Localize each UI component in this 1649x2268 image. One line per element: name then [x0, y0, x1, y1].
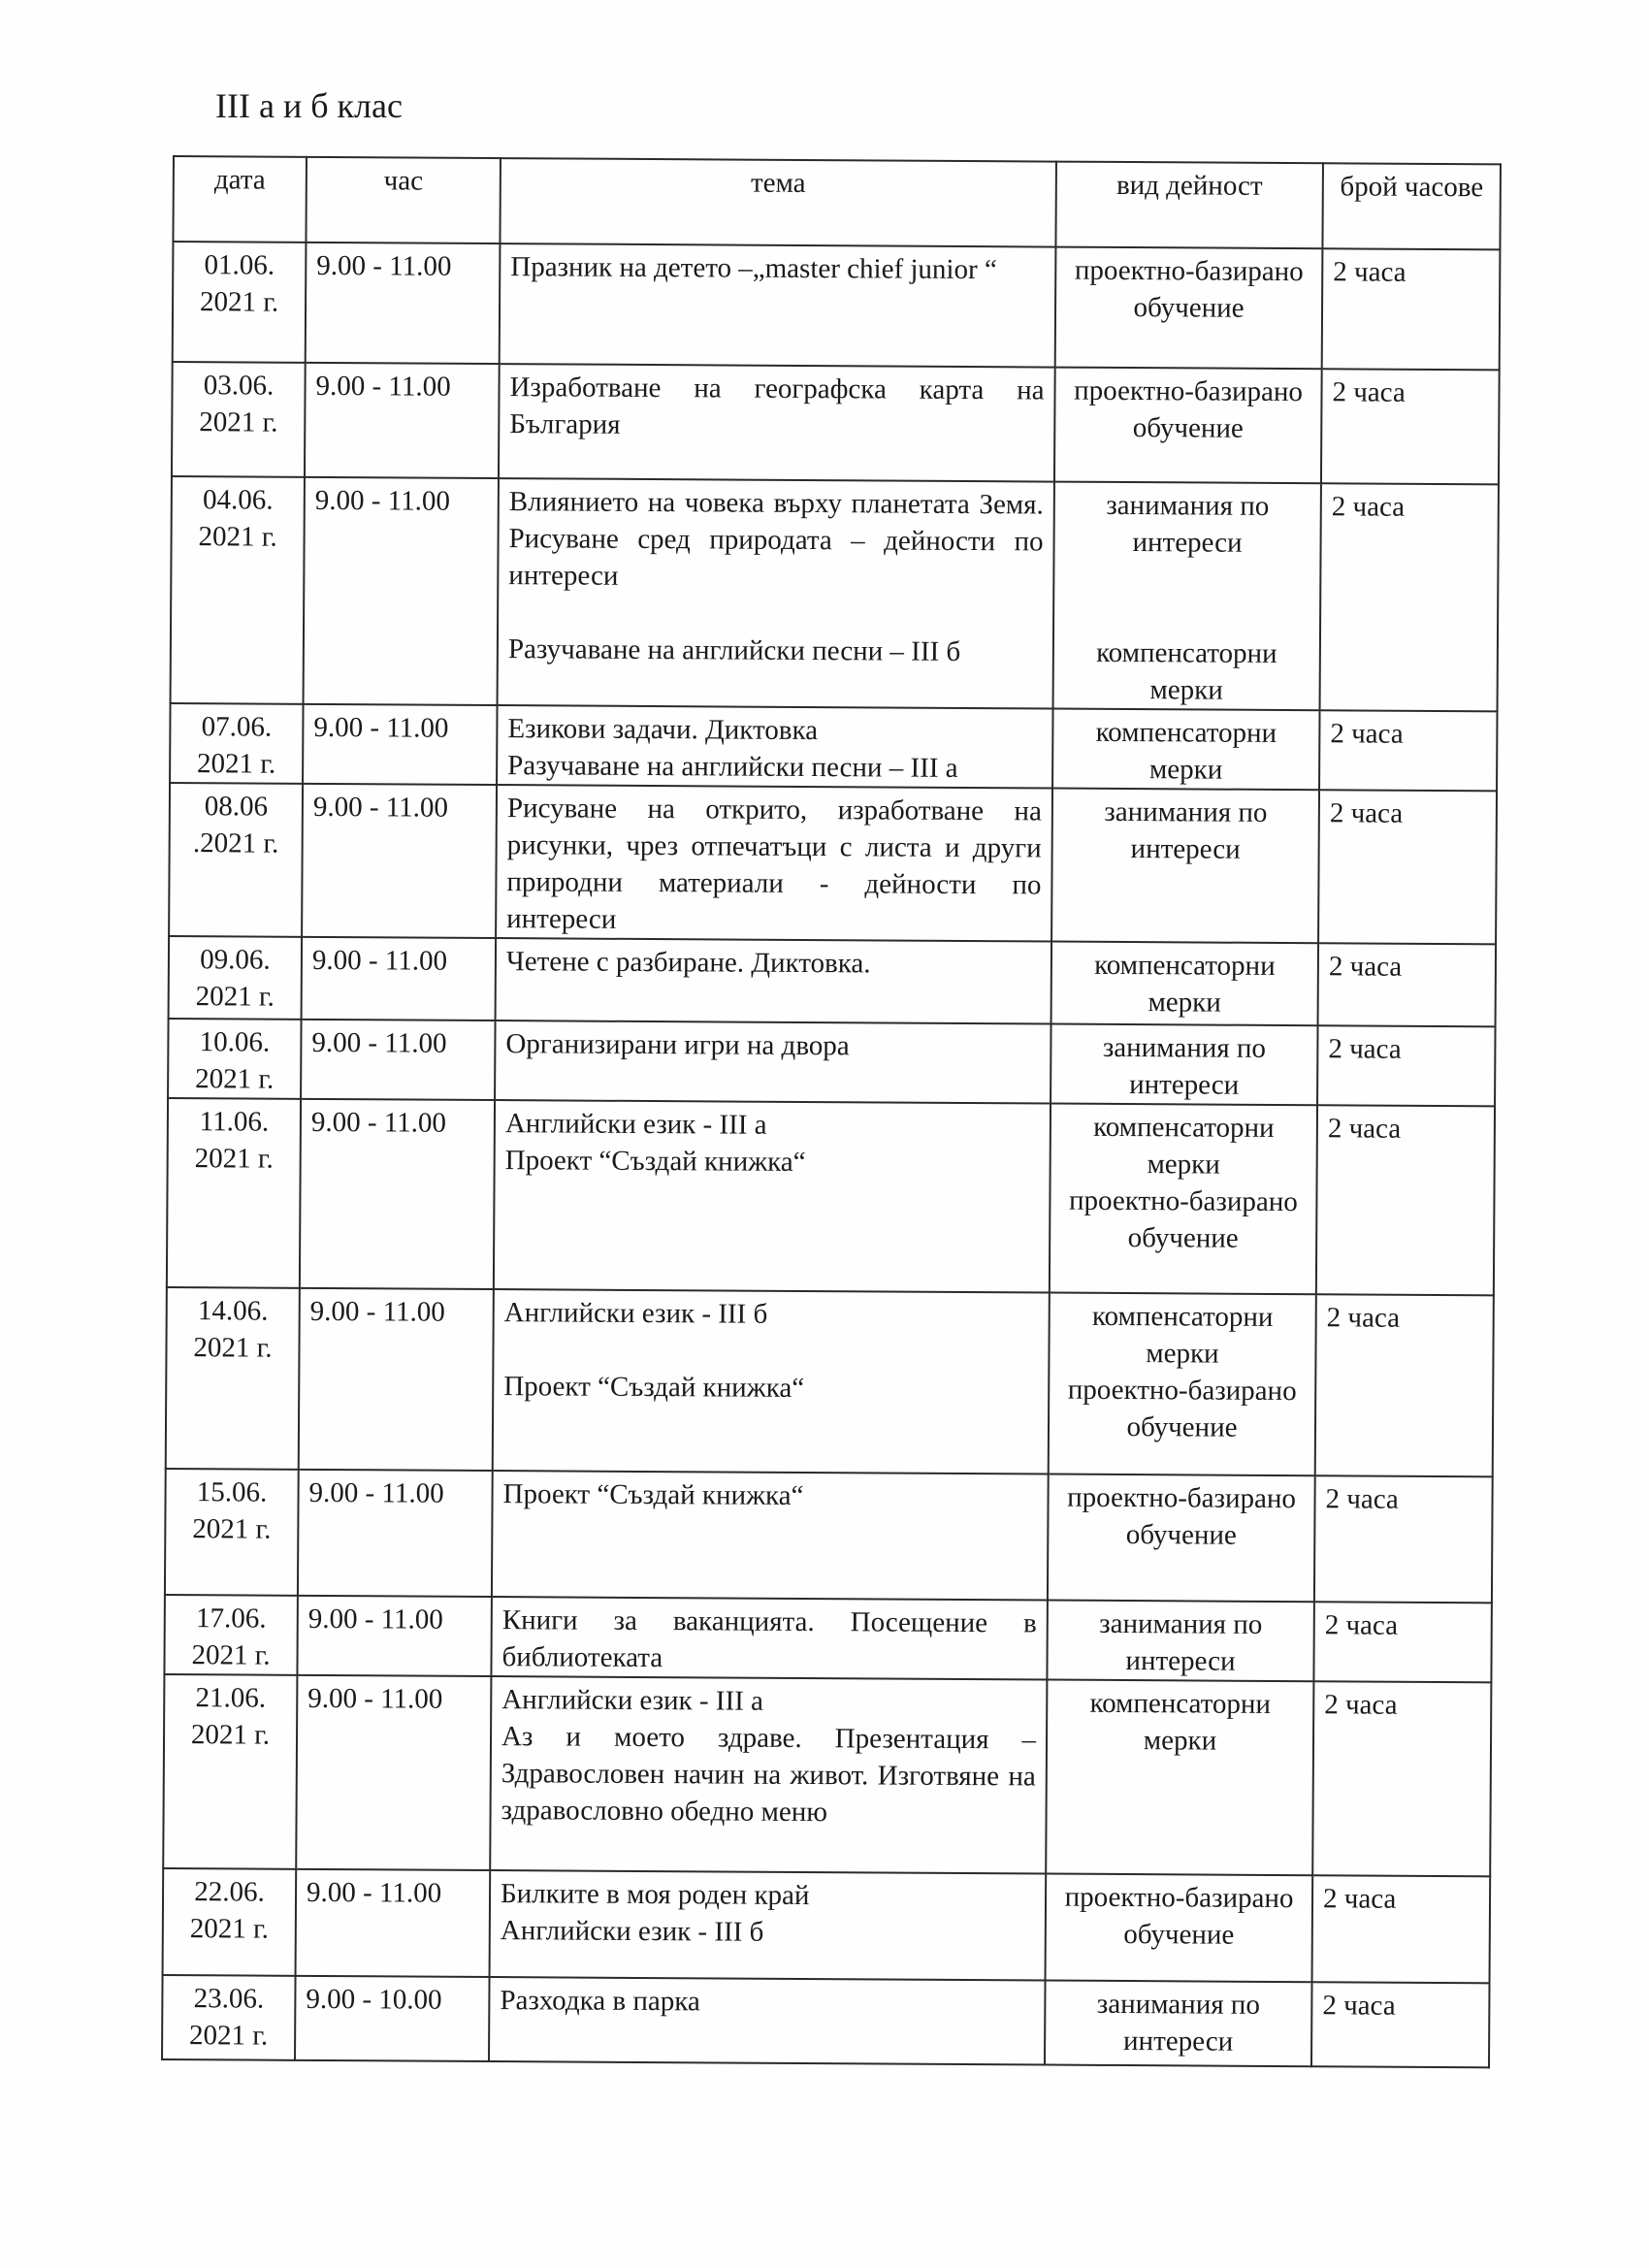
cell-activity-type	[1055, 247, 1323, 370]
document-title: III а и б клас	[215, 86, 403, 125]
cell-hours: 2 часа	[1312, 1681, 1491, 1876]
topic-line: Английски език - III а	[501, 1684, 764, 1717]
cell-topic	[495, 1021, 1051, 1103]
header-time: час	[306, 157, 501, 243]
cell-time: 9.00 - 11.00	[297, 1596, 491, 1676]
header-activity-type: вид дейност	[1055, 162, 1323, 249]
topic-line: Проект “Създай книжка“	[502, 1478, 804, 1511]
cell-time: 9.00 - 11.00	[304, 477, 499, 705]
topic-line: Езикови задачи. Диктовка	[507, 713, 819, 747]
cell-hours: 2 часа	[1314, 1475, 1493, 1603]
cell-hours: 2 часа	[1320, 483, 1499, 711]
cell-date: 09.06. 2021 г.	[169, 936, 303, 1020]
header-hours-count: брой часове	[1322, 163, 1501, 249]
cell-activity-type	[1053, 482, 1321, 711]
type-line: занимания по интереси	[1096, 1988, 1260, 2057]
cell-date: 04.06. 2021 г.	[171, 476, 305, 704]
cell-time: 9.00 - 11.00	[296, 1675, 491, 1870]
topic-line: Английски език - III б	[503, 1297, 768, 1330]
topic-line: Разучаване на английски песни – III а	[507, 750, 958, 784]
type-line: проектно-базирано обучение	[1064, 1881, 1294, 1951]
cell-activity-type	[1050, 1104, 1317, 1295]
cell-hours: 2 часа	[1316, 1105, 1495, 1295]
cell-activity-type	[1049, 1293, 1316, 1476]
cell-date: 11.06. 2021 г.	[167, 1098, 301, 1288]
cell-time: 9.00 - 10.00	[295, 1976, 490, 2061]
table-row	[166, 1287, 1494, 1476]
type-line: компенсаторни мерки	[1095, 716, 1277, 786]
cell-activity-type	[1051, 942, 1319, 1026]
cell-topic	[489, 1977, 1046, 2064]
cell-time: 9.00 - 11.00	[302, 937, 497, 1021]
cell-hours: 2 часа	[1311, 1982, 1490, 2067]
cell-topic	[496, 938, 1052, 1023]
cell-date: 22.06. 2021 г.	[163, 1868, 297, 1976]
cell-activity-type	[1045, 1981, 1312, 2067]
topic-line: Проект “Създай книжка“	[503, 1371, 805, 1405]
cell-topic	[500, 243, 1056, 367]
topic-line: Книги за ваканцията. Посещение в библиотеката	[501, 1604, 1037, 1674]
cell-date: 17.06. 2021 г.	[164, 1595, 297, 1675]
cell-topic	[497, 705, 1052, 788]
cell-activity-type	[1054, 368, 1322, 484]
cell-date: 01.06. 2021 г.	[173, 242, 307, 363]
header-topic: тема	[500, 158, 1056, 246]
cell-date: 08.06 .2021 г.	[169, 783, 303, 937]
cell-hours: 2 часа	[1321, 369, 1500, 484]
cell-time: 9.00 - 11.00	[303, 704, 497, 785]
type-line: проектно-базирано обучение	[1068, 1184, 1298, 1254]
cell-hours: 2 часа	[1319, 710, 1497, 791]
type-spacer	[1064, 561, 1310, 636]
topic-line: Рисуване на открито, изработване на рисунки, чрез отпечатъци с листа и други природни материали - дейности по интереси	[506, 793, 1042, 935]
table-row	[167, 1098, 1495, 1295]
cell-activity-type	[1052, 709, 1319, 791]
cell-date: 15.06. 2021 г.	[165, 1469, 299, 1596]
topic-line: Английски език - III а	[504, 1108, 767, 1141]
cell-activity-type	[1046, 1680, 1313, 1876]
table-row	[171, 476, 1499, 711]
topic-line: Английски език - III б	[500, 1915, 764, 1948]
topic-line: Празник на детето –„master chief junior “	[510, 251, 997, 286]
cell-date: 03.06. 2021 г.	[172, 362, 306, 477]
cell-topic	[496, 785, 1052, 941]
type-line: занимания по интереси	[1099, 1607, 1263, 1677]
table-row	[168, 1019, 1495, 1106]
topic-line: Изработване на географска карта на България	[509, 372, 1045, 440]
cell-hours: 2 часа	[1315, 1294, 1494, 1476]
topic-line: Разходка в парка	[500, 1985, 700, 2018]
type-line: компенсаторни мерки	[1089, 1687, 1272, 1757]
cell-hours: 2 часа	[1317, 1025, 1495, 1106]
table-row	[173, 242, 1501, 370]
table-row	[169, 783, 1497, 944]
topic-line: Разучаване на английски песни – III б	[507, 633, 961, 667]
cell-time: 9.00 - 11.00	[298, 1470, 493, 1597]
cell-topic	[491, 1597, 1047, 1679]
cell-activity-type	[1048, 1474, 1315, 1603]
topic-spacer	[508, 594, 1043, 633]
table-row	[162, 1975, 1490, 2067]
type-line: проектно-базирано обучение	[1067, 1374, 1297, 1443]
cell-hours: 2 часа	[1312, 1875, 1491, 1983]
cell-time: 9.00 - 11.00	[306, 243, 501, 364]
cell-activity-type	[1051, 1024, 1317, 1106]
cell-activity-type	[1047, 1601, 1313, 1682]
cell-topic	[498, 478, 1054, 708]
topic-line: Влиянието на човека върху планетата Земя. Рисуване сред природата – дейности по интереси	[508, 486, 1044, 592]
topic-line: Проект “Създай книжка“	[504, 1145, 806, 1179]
cell-date: 07.06. 2021 г.	[170, 703, 303, 784]
header-date: дата	[173, 156, 307, 243]
type-line: компенсаторни мерки	[1091, 1300, 1274, 1370]
type-line: компенсаторни мерки	[1096, 636, 1277, 706]
type-line: занимания по интереси	[1106, 489, 1270, 559]
cell-activity-type	[1046, 1874, 1313, 1983]
cell-topic	[493, 1289, 1050, 1474]
cell-time: 9.00 - 11.00	[299, 1288, 494, 1471]
table-row	[169, 936, 1496, 1026]
cell-topic	[492, 1471, 1049, 1600]
table-row	[172, 362, 1500, 484]
cell-activity-type	[1051, 789, 1319, 944]
cell-hours: 2 часа	[1322, 248, 1501, 370]
cell-hours: 2 часа	[1318, 943, 1497, 1026]
schedule-body	[162, 242, 1500, 2067]
type-line: компенсаторни мерки	[1094, 949, 1276, 1019]
cell-hours: 2 часа	[1318, 790, 1497, 944]
cell-time: 9.00 - 11.00	[301, 1020, 495, 1100]
cell-time: 9.00 - 11.00	[296, 1869, 491, 1977]
cell-topic	[494, 1100, 1051, 1292]
type-line: занимания по интереси	[1104, 795, 1268, 865]
table-row	[170, 703, 1497, 791]
cell-topic	[490, 1870, 1047, 1980]
table-row	[163, 1674, 1491, 1876]
cell-time: 9.00 - 11.00	[305, 363, 500, 478]
type-line: проектно-базирано обучение	[1067, 1481, 1297, 1551]
topic-line: Организирани игри на двора	[505, 1028, 850, 1062]
cell-time: 9.00 - 11.00	[300, 1099, 495, 1289]
table-row	[165, 1469, 1493, 1603]
cell-date: 23.06. 2021 г.	[162, 1975, 296, 2060]
type-line: компенсаторни мерки	[1093, 1111, 1275, 1181]
topic-spacer	[503, 1331, 1038, 1371]
type-line: проектно-базирано обучение	[1074, 374, 1304, 444]
schedule-table	[161, 155, 1502, 2068]
topic-line: Билките в моя роден край	[500, 1878, 810, 1912]
cell-date: 10.06. 2021 г.	[168, 1019, 301, 1099]
table-row	[163, 1868, 1491, 1983]
type-line: проектно-базирано обучение	[1074, 254, 1304, 324]
table-header-row	[173, 156, 1501, 249]
table-row	[164, 1595, 1491, 1682]
cell-topic	[490, 1676, 1047, 1873]
type-line: занимания по интереси	[1102, 1031, 1267, 1101]
topic-line: Четене с разбиране. Диктовка.	[505, 946, 871, 980]
cell-hours: 2 часа	[1313, 1602, 1491, 1682]
cell-date: 14.06. 2021 г.	[166, 1287, 300, 1470]
topic-line: Аз и моето здраве. Презентация – Здравословен начин на живот. Изготвяне на здравословно обедно меню	[501, 1721, 1037, 1829]
cell-time: 9.00 - 11.00	[302, 784, 497, 938]
cell-topic	[499, 364, 1055, 481]
cell-date: 21.06. 2021 г.	[163, 1674, 297, 1869]
